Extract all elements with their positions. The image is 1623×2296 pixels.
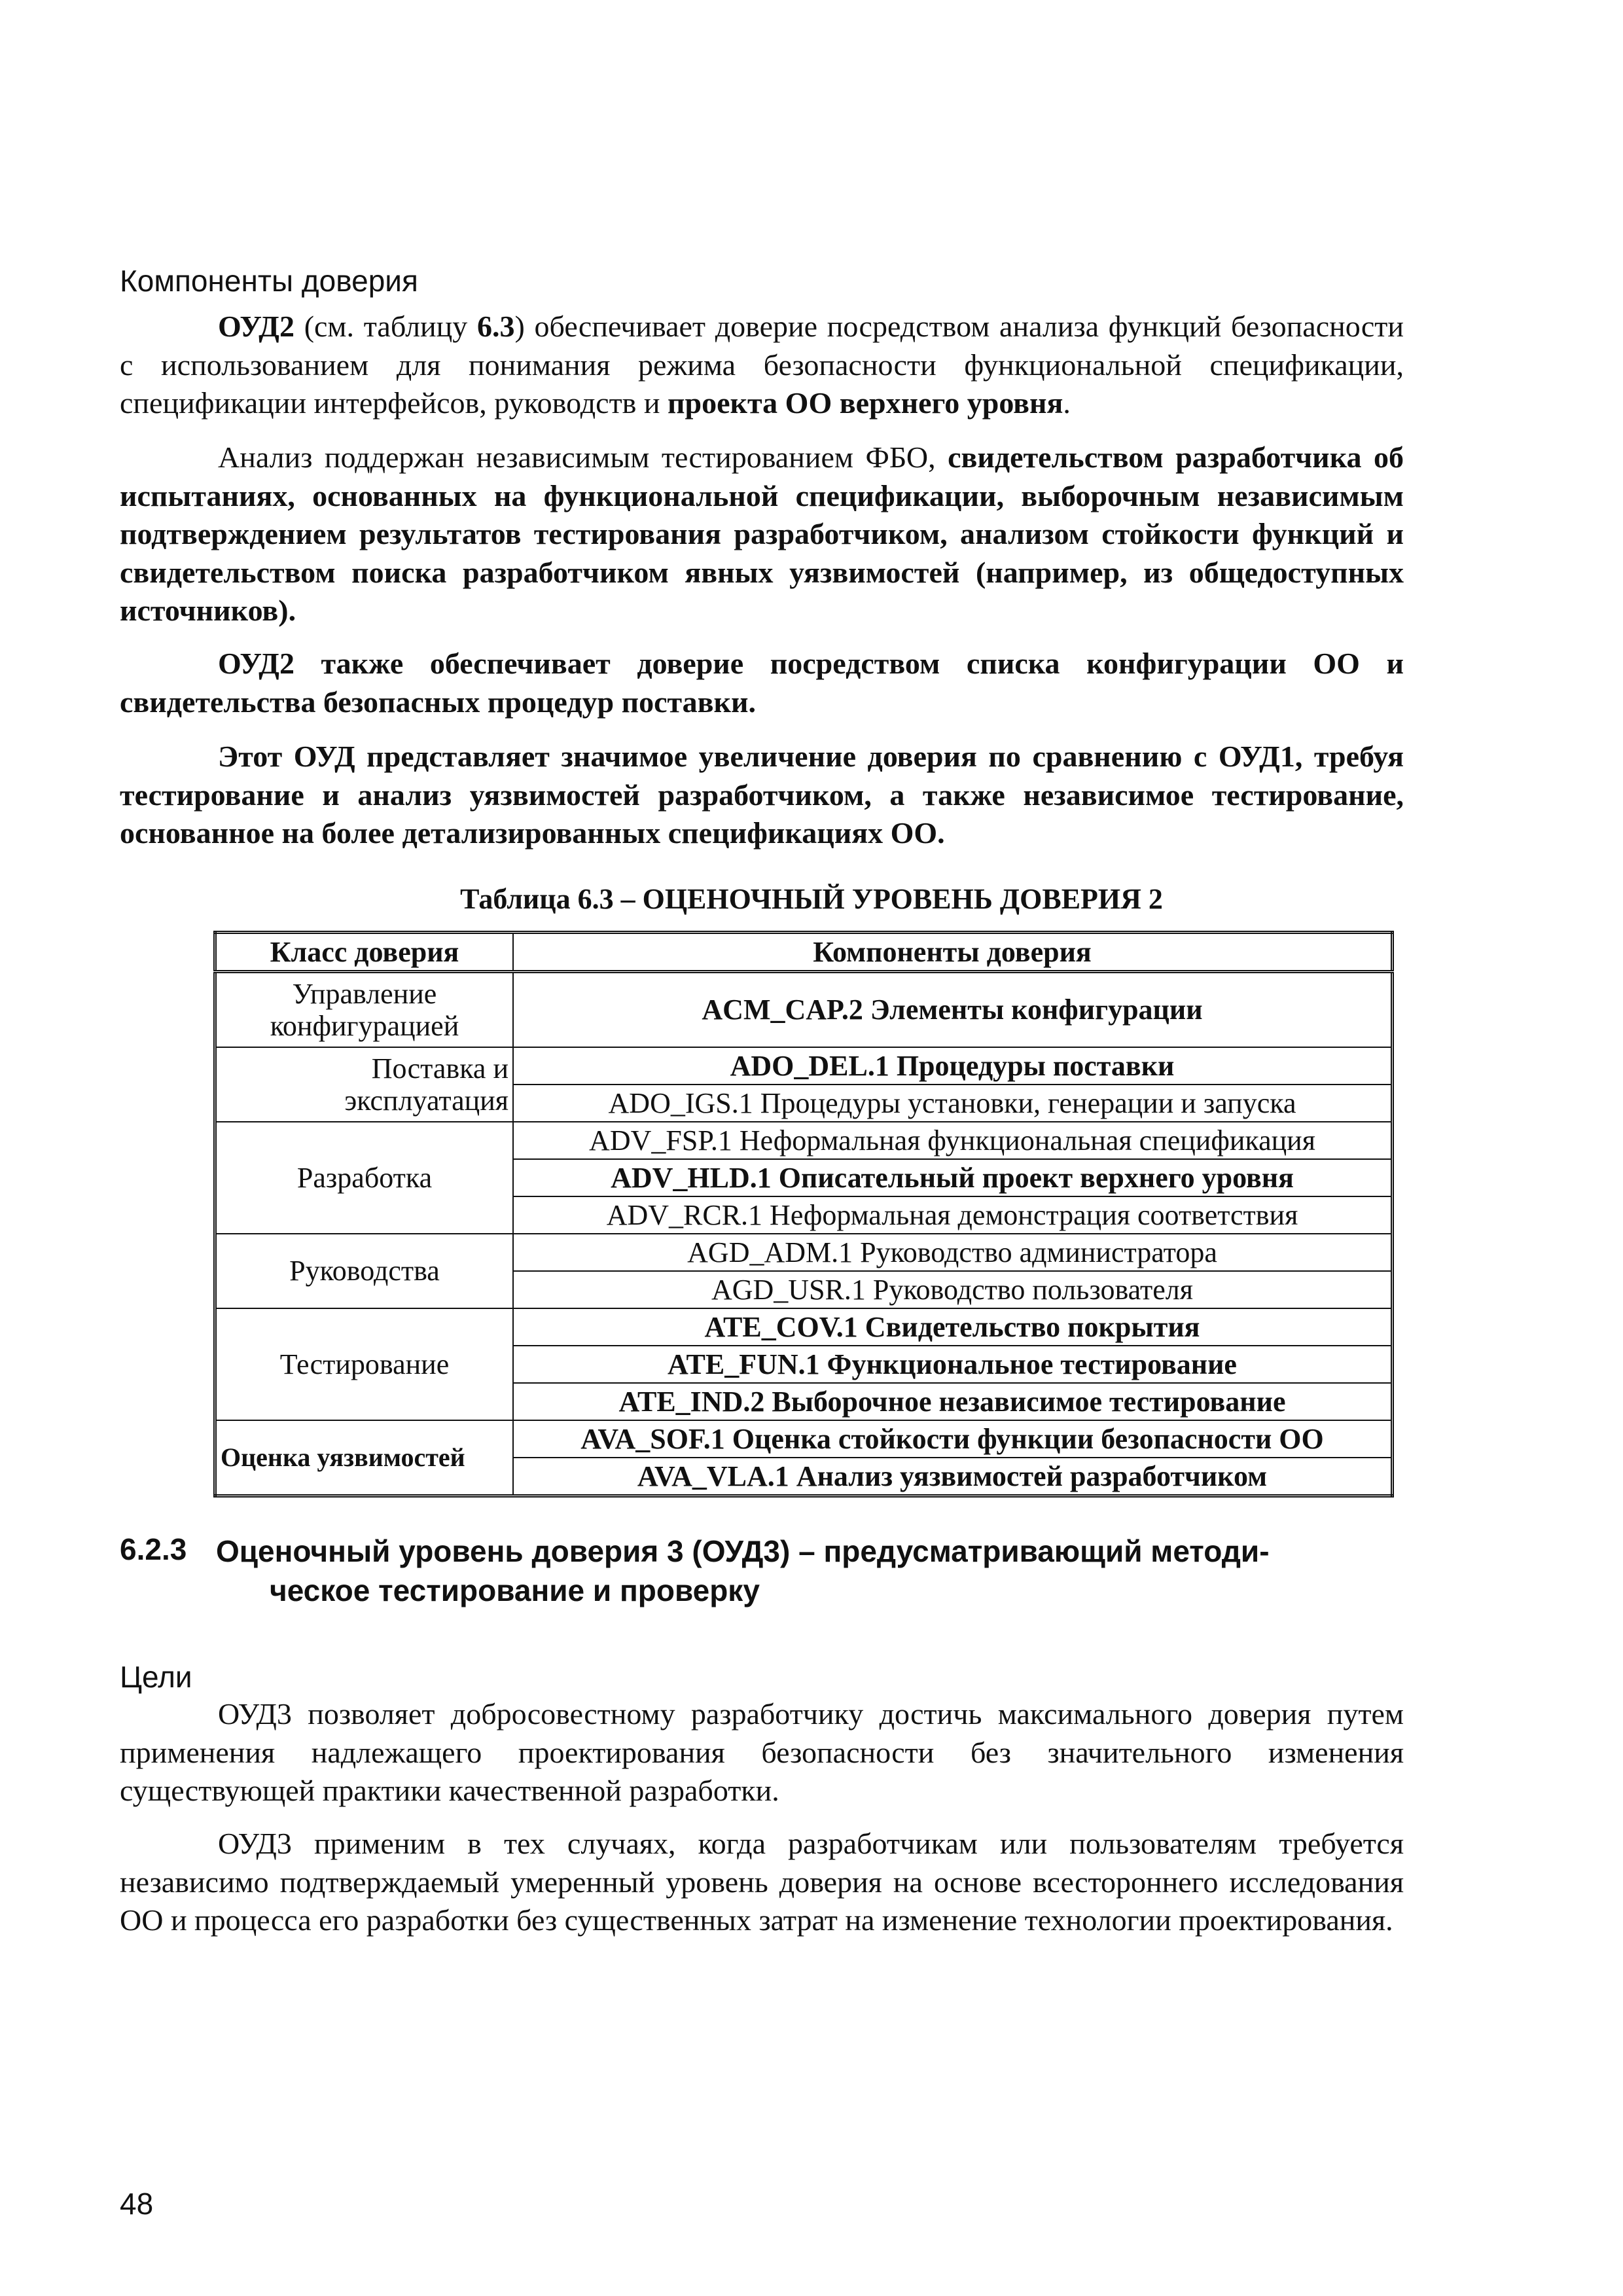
table-header-row (215, 933, 1393, 972)
section-title-line-1: Оценочный уровень доверия 3 (ОУД3) – предусматривающий методи- (216, 1534, 1270, 1568)
class-vulnerability: Оценка уязвимостей (215, 1420, 514, 1496)
component-adv-fsp: ADV_FSP.1 Неформальная функциональная спецификация (513, 1122, 1393, 1159)
component-adv-hld: ADV_HLD.1 Описательный проект верхнего уровня (513, 1159, 1393, 1196)
component-ado-del: ADO_DEL.1 Процедуры поставки (513, 1047, 1393, 1085)
table-row (215, 1308, 1393, 1346)
table-row (215, 1047, 1393, 1085)
component-ate-cov: ATE_COV.1 Свидетельство покрытия (513, 1308, 1393, 1346)
p1-bold-project: проекта ОО верхнего уровня (668, 386, 1063, 420)
class-development: Разработка (215, 1122, 514, 1234)
paragraph-5: ОУД3 позволяет добросовестному разработчику достичь максимального доверия путем применения надлежащего проектирования безопасности без значительного изменения существующей практики качественной разработки. (120, 1697, 1404, 1807)
component-ate-fun: ATE_FUN.1 Функциональное тестирование (513, 1346, 1393, 1383)
p2-text: Анализ поддержан независимым тестированием ФБО, (218, 440, 948, 474)
p1-text-2: ) обеспечивает доверие посредством анализа функций безопасности с использованием для понимания режима безопасности функциональной спецификации, спецификации интерфейсов, руководств и (120, 310, 1404, 420)
p1-bold-oud2: ОУД2 (218, 310, 294, 343)
class-testing: Тестирование (215, 1308, 514, 1420)
section-title-line-2: ческое тестирование и проверку (270, 1573, 760, 1607)
component-agd-usr: AGD_USR.1 Руководство пользователя (513, 1271, 1393, 1308)
paragraph-2 (120, 439, 1404, 630)
component-ava-vla: AVA_VLA.1 Анализ уязвимостей разработчиком (513, 1458, 1393, 1496)
section-title (216, 1532, 1400, 1610)
table-row (215, 1122, 1393, 1159)
subheading-goals: Цели (120, 1660, 192, 1694)
paragraph-3: ОУД2 также обеспечивает доверие посредством списка конфигурации ОО и свидетельства безопасных процедур поставки. (120, 647, 1404, 719)
assurance-table (213, 931, 1394, 1498)
section-number: 6.2.3 (120, 1532, 187, 1566)
table-row (215, 972, 1393, 1048)
table-caption: Таблица 6.3 – ОЦЕНОЧНЫЙ УРОВЕНЬ ДОВЕРИЯ 2 (460, 883, 1163, 915)
class-config: Управление конфигурацией (215, 972, 514, 1048)
header-components: Компоненты доверия (513, 933, 1393, 972)
p1-text-1: (см. таблицу (294, 310, 478, 343)
class-guidance: Руководства (215, 1234, 514, 1308)
p1-bold-table-ref: 6.3 (477, 310, 515, 343)
p1-text-3: . (1063, 386, 1071, 420)
table-row (215, 1420, 1393, 1458)
component-ate-ind: ATE_IND.2 Выборочное независимое тестирование (513, 1383, 1393, 1420)
table-row (215, 1234, 1393, 1271)
component-ava-sof: AVA_SOF.1 Оценка стойкости функции безопасности ОО (513, 1420, 1393, 1458)
component-adv-rcr: ADV_RCR.1 Неформальная демонстрация соответствия (513, 1196, 1393, 1234)
paragraph-6: ОУД3 применим в тех случаях, когда разработчикам или пользователям требуется независимо подтверждаемый умеренный уровень доверия на основе всестороннего исследования ОО и процесса его разработки без существенных затрат на изменение технологии проектирования. (120, 1827, 1404, 1937)
component-acm-cap: ACM_CAP.2 Элементы конфигурации (513, 972, 1393, 1048)
component-ado-igs: ADO_IGS.1 Процедуры установки, генерации и запуска (513, 1085, 1393, 1122)
page-number: 48 (120, 2187, 154, 2221)
class-delivery: Поставка и эксплуатация (215, 1047, 514, 1122)
subheading-components: Компоненты доверия (120, 264, 418, 298)
header-class: Класс доверия (215, 933, 514, 972)
p2-bold: свидетельством разработчика об испытаниях, основанных на функциональной спецификации, выборочным независимым подтверждением результатов тестирования разработчиком, анализом стойкости функций и свидетельством поиска разработчиком явных уязвимостей (например, из общедоступных источников). (120, 440, 1404, 627)
paragraph-4: Этот ОУД представляет значимое увеличение доверия по сравнению с ОУД1, требуя тестирование и анализ уязвимостей разработчиком, а также независимое тестирование, основанное на более детализированных спецификациях ОО. (120, 740, 1404, 850)
component-agd-adm: AGD_ADM.1 Руководство администратора (513, 1234, 1393, 1271)
paragraph-1 (120, 308, 1404, 423)
